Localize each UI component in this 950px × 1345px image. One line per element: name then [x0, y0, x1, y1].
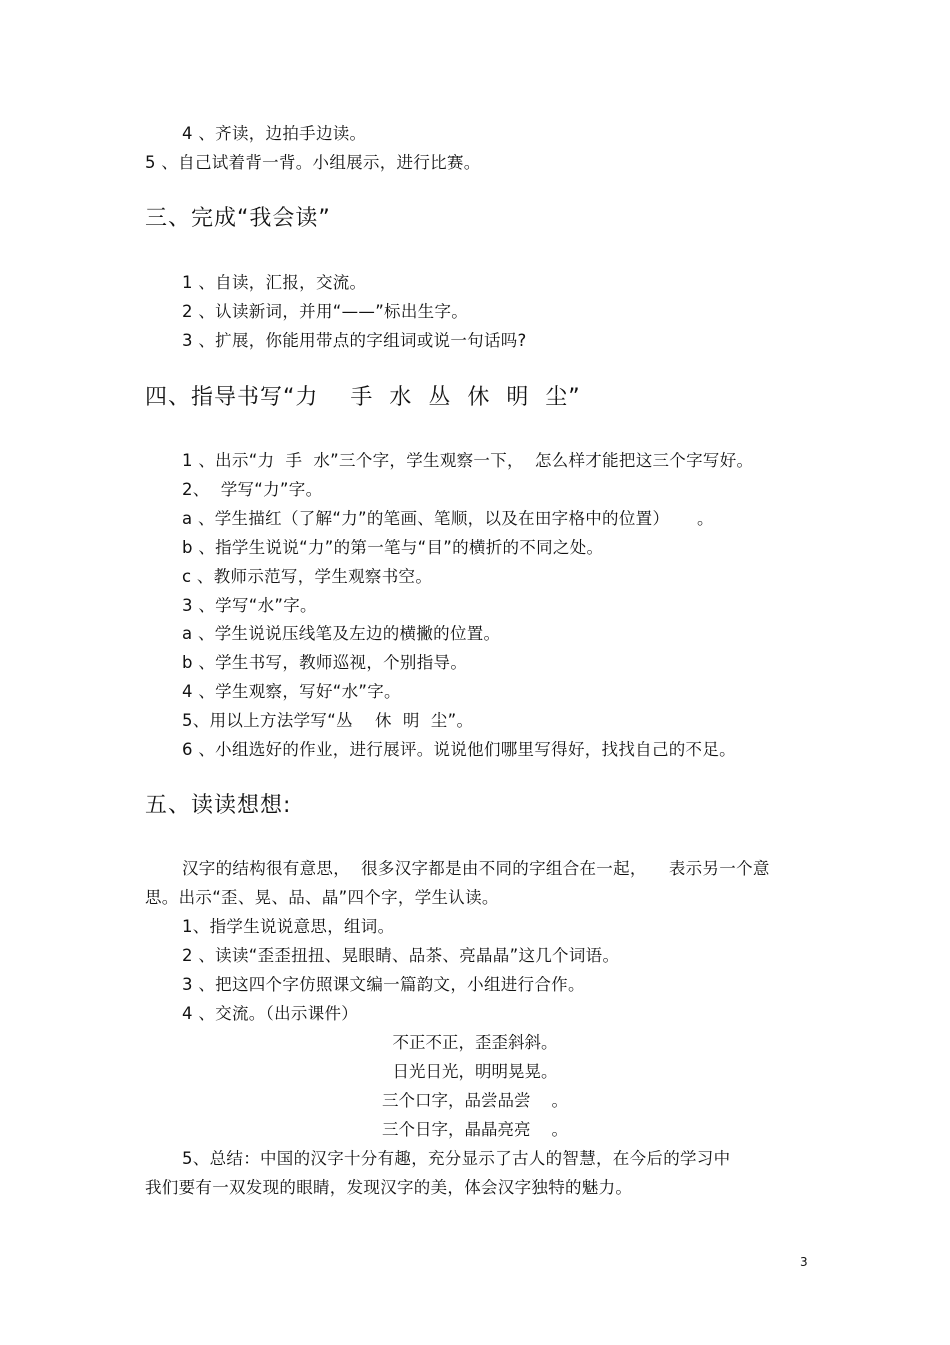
step-4-choral-read: 4 、齐读，边拍手边读。 — [182, 124, 367, 143]
section-3-heading: 三、完成“我会读” — [145, 206, 331, 231]
section-5-item-4: 4 、交流。（出示课件） — [182, 1004, 359, 1023]
section-4-item-1: 1 、出示“力 手 水”三个字，学生观察一下， 怎么样才能把这三个字写好。 — [182, 451, 754, 470]
section-4-item-2b: b 、指学生说说“力”的第一笔与“目”的横折的不同之处。 — [182, 538, 604, 557]
section-3-item-2: 2 、认读新词，并用“——”标出生字。 — [182, 302, 469, 321]
section-5-item-2: 2 、读读“歪歪扭扭、晃眼睛、品茶、亮晶晶”这几个词语。 — [182, 946, 620, 965]
page-number: 3 — [800, 1255, 808, 1269]
section-4-item-3: 3 、学写“水”字。 — [182, 596, 317, 615]
poem-line-3: 三个口字，品尝品尝 。 — [382, 1091, 568, 1110]
section-5-item-1: 1、指学生说说意思，组词。 — [182, 917, 395, 936]
section-4-item-2c: c 、教师示范写，学生观察书空。 — [182, 567, 433, 586]
section-4-item-4: 4 、学生观察，写好“水”字。 — [182, 682, 401, 701]
section-4-item-2a: a 、学生描红（了解“力”的笔画、笔顺，以及在田字格中的位置） 。 — [182, 509, 714, 528]
summary-line-2: 我们要有一双发现的眼睛，发现汉字的美，体会汉字独特的魅力。 — [145, 1178, 633, 1197]
section-3-item-3: 3 、扩展，你能用带点的字组词或说一句话吗? — [182, 331, 527, 350]
section-4-heading: 四、指导书写“力 手 水 丛 休 明 尘” — [145, 385, 581, 410]
section-5-paragraph-line-2: 思。出示“歪、晃、品、晶”四个字，学生认读。 — [145, 888, 499, 907]
section-3-item-1: 1 、自读，汇报，交流。 — [182, 273, 367, 292]
step-5-recite: 5 、自己试着背一背。小组展示，进行比赛。 — [145, 153, 481, 172]
poem-line-1: 不正不正，歪歪斜斜。 — [392, 1033, 558, 1052]
section-5-paragraph-line-1: 汉字的结构很有意思， 很多汉字都是由不同的字组合在一起， 表示另一个意 — [182, 859, 770, 878]
section-4-item-5: 5、用以上方法学写“丛 休 明 尘”。 — [182, 711, 474, 730]
poem-line-4: 三个日字，晶晶亮亮 。 — [382, 1120, 568, 1139]
section-4-item-6: 6 、小组选好的作业，进行展评。说说他们哪里写得好，找找自己的不足。 — [182, 740, 736, 759]
section-4-item-3b: b 、学生书写，教师巡视，个别指导。 — [182, 653, 468, 672]
summary-line-1: 5、总结：中国的汉字十分有趣，充分显示了古人的智慧，在今后的学习中 — [182, 1149, 731, 1168]
section-5-item-3: 3 、把这四个字仿照课文编一篇韵文，小组进行合作。 — [182, 975, 585, 994]
poem-line-2: 日光日光，明明晃晃。 — [392, 1062, 558, 1081]
section-4-item-2: 2、 学写“力”字。 — [182, 480, 323, 499]
section-5-heading: 五、读读想想: — [145, 793, 292, 818]
section-4-item-3a: a 、学生说说压线笔及左边的横撇的位置。 — [182, 624, 501, 643]
